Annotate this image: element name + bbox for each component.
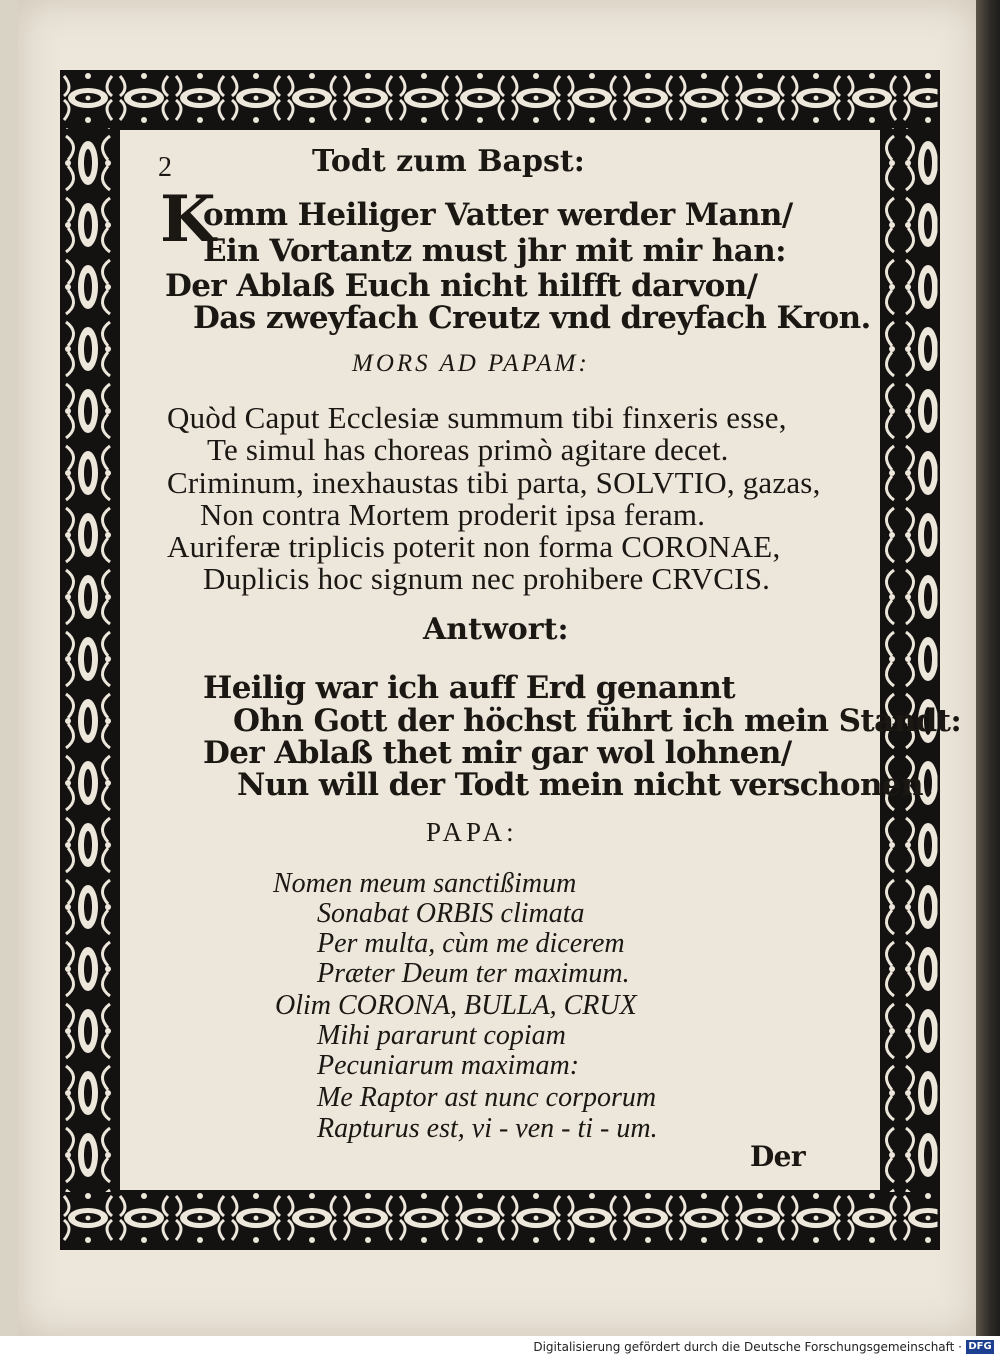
section-heading-answer: Antwort: bbox=[423, 612, 569, 647]
verse-line: Te simul has choreas primò agitare decet. bbox=[207, 432, 729, 467]
verse-line: Nun will der Todt mein nicht verschonen. bbox=[237, 767, 934, 803]
verse-line: Per multa, cùm me dicerem bbox=[317, 928, 625, 959]
verse-line: Præter Deum ter maximum. bbox=[317, 958, 630, 989]
verse-line: Duplicis hoc signum nec prohibere CRVCIS. bbox=[203, 561, 771, 596]
verse-line: Der Ablaß Euch nicht hilfft darvon/ bbox=[165, 268, 758, 304]
verse-line: Auriferæ triplicis poterit non forma CORONAE, bbox=[167, 529, 781, 564]
book-edge bbox=[976, 0, 1000, 1336]
verse-line: Mihi pararunt copiam bbox=[317, 1020, 566, 1051]
verse-line: Heilig war ich auff Erd genannt bbox=[203, 670, 736, 706]
verse-line: Nomen meum sanctißimum bbox=[273, 868, 577, 899]
verse-line: Das zweyfach Creutz vnd dreyfach Kron. bbox=[193, 300, 871, 336]
verse-line: Ein Vortantz must jhr mit mir han: bbox=[203, 233, 786, 269]
section-heading-papa: PAPA: bbox=[426, 817, 518, 847]
page-number: 2 bbox=[158, 152, 172, 183]
verse-line: Criminum, inexhaustas tibi parta, SOLVTIO, gazas, bbox=[167, 465, 821, 500]
verse-line: Non contra Mortem proderit ipsa feram. bbox=[200, 497, 706, 532]
verse-line: Olim CORONA, BULLA, CRUX bbox=[275, 990, 637, 1021]
verse-line: Pecuniarum maximam: bbox=[317, 1050, 580, 1081]
drop-cap: K bbox=[160, 182, 216, 257]
verse-line: Me Raptor ast nunc corporum bbox=[317, 1082, 657, 1113]
dfg-logo: DFG bbox=[966, 1340, 994, 1354]
verse-line: Sonabat ORBIS climata bbox=[317, 898, 585, 929]
verse-line: omm Heiliger Vatter werder Mann/ bbox=[203, 197, 793, 233]
page-title: Todt zum Bapst: bbox=[312, 144, 585, 179]
verse-line: Quòd Caput Ecclesiæ summum tibi finxeris esse, bbox=[167, 400, 787, 435]
section-heading-latin: MORS AD PAPAM: bbox=[352, 350, 590, 377]
verse-line: Ohn Gott der höchst führt ich mein Standt: bbox=[233, 703, 962, 739]
footer-bar bbox=[0, 1336, 1000, 1360]
catchword: Der bbox=[750, 1140, 806, 1173]
verse-line: Rapturus est, vi - ven - ti - um. bbox=[317, 1113, 658, 1144]
verse-line: Der Ablaß thet mir gar wol lohnen/ bbox=[203, 735, 792, 771]
footer-credit: Digitalisierung gefördert durch die Deutsche Forschungsgemeinschaft · bbox=[533, 1340, 962, 1354]
